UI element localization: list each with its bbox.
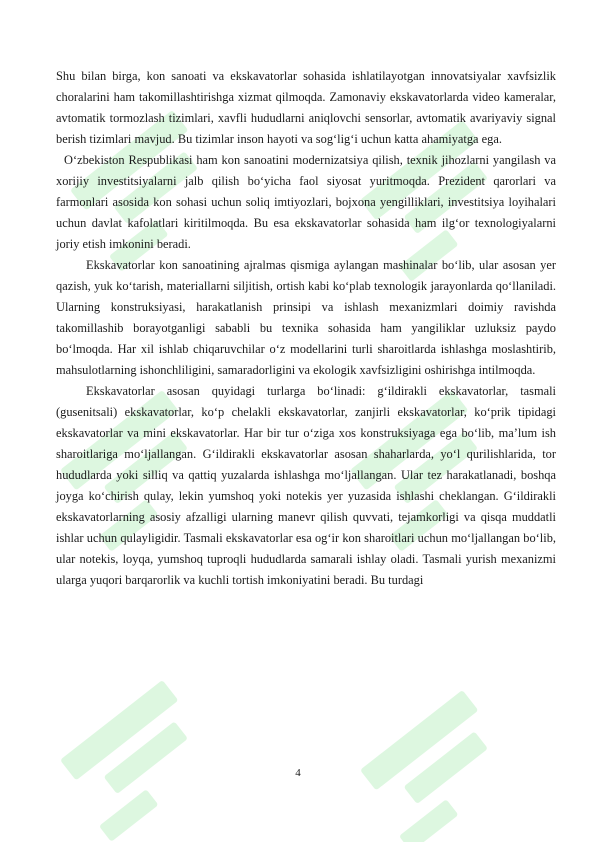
- page-number: 4: [295, 767, 301, 779]
- paragraph-excavator-role: Ekskavatorlar kon sanoatining ajralmas qismiga aylangan mashinalar bo‘lib, ular asosan yer qazish, yuk ko‘tarish, materiallarni siljitish, ortish kabi ko‘plab texnologik jarayonlarda qo‘llaniladi. Ularning konstruksiyasi, harakatlanish prinsipi va ishlash mexanizmlari doimiy ravishda takomillashib borayotganligi sababli bu texnika sohasida ham yangiliklar uzluksiz paydo bo‘lmoqda. Har xil ishlab chiqaruvchilar o‘z modellarini turli sharoitlarda ishlashga moslashtirib, mahsulotlarning ishonchliligini, samaradorligini va ekologik xavfsizligini oshirishga intilmoqda.: [56, 258, 556, 377]
- document-body: [56, 66, 556, 591]
- paragraph-safety-innovations: Shu bilan birga, kon sanoati va ekskavatorlar sohasida ishlatilayotgan innovatsiyalar xavfsizlik choralarini ham takomillashtirishga xizmat qilmoqda. Zamonaviy ekskavatorlarda video kameralar, avtomatik tormozlash tizimlari, xavfli hududlarni aniqlovchi sensorlar, avtomatik avariyaviy signal berish tizimlari mavjud. Bu tizimlar inson hayoti va sog‘lig‘i uchun katta ahamiyatga ega.: [56, 69, 556, 146]
- paragraph-uzbekistan-policy: O‘zbekiston Respublikasi ham kon sanoatini modernizatsiya qilish, texnik jihozlarni yangilash va xorijiy investitsiyalarni jalb qilish bo‘yicha faol siyosat yuritmoqda. Prezident qarorlari va farmonlari asosida kon sohasi uchun soliq imtiyozlari, bojxona yengilliklari, investitsiya loyihalari uchun davlat kafolatlari kiritilmoqda. Bu esa ekskavatorlar sohasida ham ilg‘or texnologiyalarni joriy etish imkonini beradi.: [56, 153, 556, 251]
- paragraph-excavator-types: Ekskavatorlar asosan quyidagi turlarga bo‘linadi: g‘ildirakli ekskavatorlar, tasmali (gusenitsali) ekskavatorlar, ko‘p chelakli ekskavatorlar, zanjirli ekskavatorlar, ko‘prik tipidagi ekskavatorlar va mini ekskavatorlar. Har bir tur o‘ziga xos konstruksiyaga ega bo‘lib, ma’lum ish sharoitlariga mo‘ljallangan. G‘ildirakli ekskavatorlar asosan shaharlarda, yo‘l qurilishlarida, tor hududlarda yoki silliq va qattiq yuzalarda ishlashga mo‘ljallangan. Ular tez harakatlanadi, boshqa joyga ko‘chirish qulay, lekin yumshoq yoki notekis yer yuzasida ishlashi cheklangan. G‘ildirakli ekskavatorlarning asosiy afzalligi ularning manevr qilish quvvati, tejamkorligi va qisqa muddatli ishlar uchun qulayligidir. Tasmali ekskavatorlar esa og‘ir kon sharoitlari uchun mo‘ljallangan bo‘lib, ular notekis, loyqa, yumshoq tuproqli hududlarda samarali ishlay oladi. Tasmali yurish mexanizmi ularga yuqori barqarorlik va kuchli tortish imkoniyatini beradi. Bu turdagi: [56, 384, 556, 587]
